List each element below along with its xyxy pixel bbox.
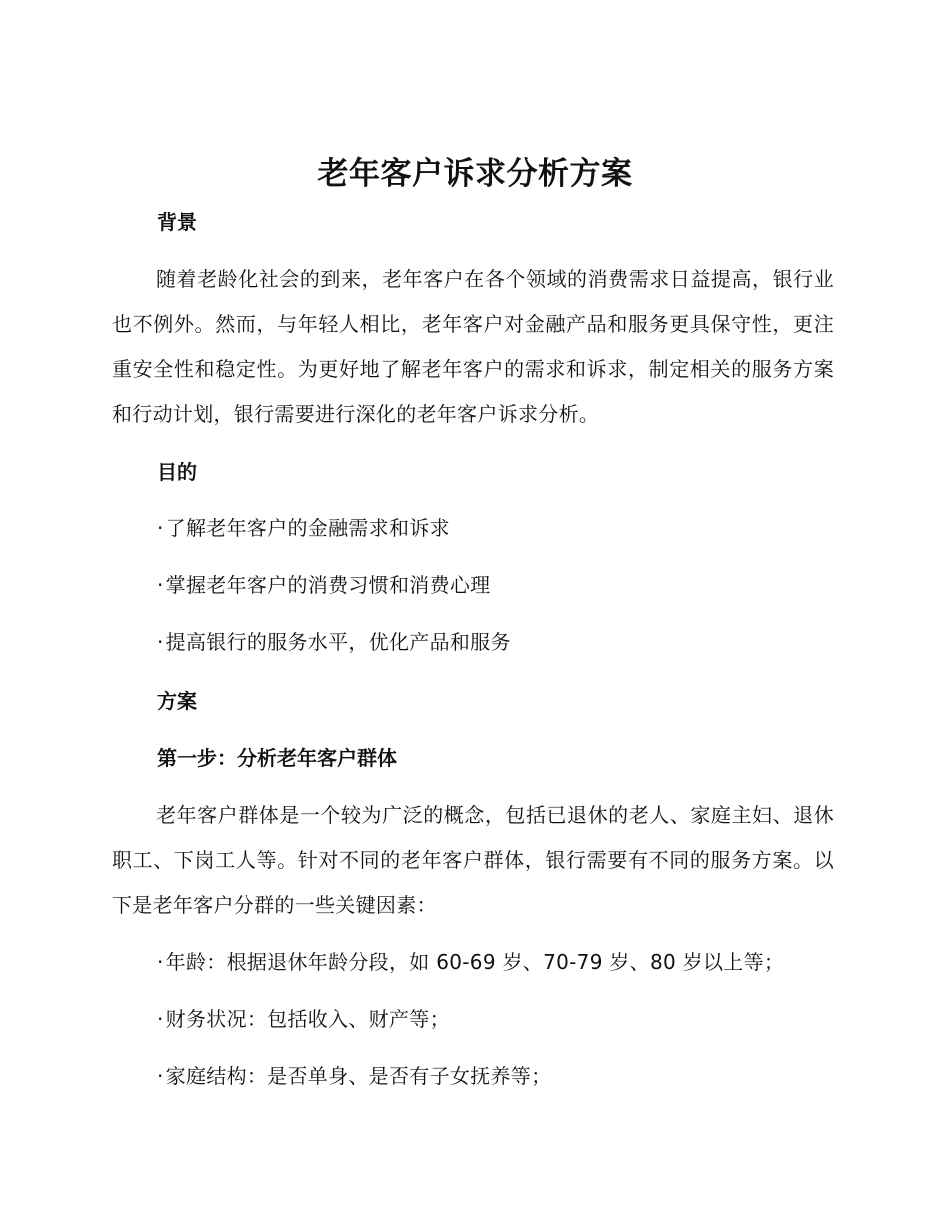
bullet-dot: · — [157, 573, 164, 597]
purpose-item-text: 提高银行的服务水平，优化产品和服务 — [165, 630, 511, 654]
background-paragraph: 随着老龄化社会的到来，老年客户在各个领域的消费需求日益提高，银行业也不例外。然而，与年轻人相比，老年客户对金融产品和服务更具保守性，更注重安全性和稳定性。为更好地了解老年客户的需求和诉求，制定相关的服务方案和行动计划，银行需要进行深化的老年客户诉求分析。 — [112, 267, 834, 426]
section-heading-background: 背景 — [157, 210, 197, 234]
purpose-item-text: 掌握老年客户的消费习惯和消费心理 — [165, 573, 491, 597]
page-title: 老年客户诉求分析方案 — [317, 156, 633, 192]
section-heading-plan: 方案 — [157, 689, 197, 713]
step1-heading: 第一步：分析老年客户群体 — [157, 746, 397, 770]
step1-list-item — [157, 1060, 551, 1092]
purpose-item-text: 了解老年客户的金融需求和诉求 — [165, 516, 450, 540]
step1-list-item — [157, 1003, 450, 1035]
step1-paragraph: 老年客户群体是一个较为广泛的概念，包括已退休的老人、家庭主妇、退休职工、下岗工人等。针对不同的老年客户群体，银行需要有不同的服务方案。以下是老年客户分群的一些关键因素： — [112, 803, 834, 917]
bullet-dot: · — [157, 516, 164, 540]
step1-list-item — [157, 946, 784, 978]
bullet-dot: · — [157, 950, 164, 974]
step1-item-text: 年龄：根据退休年龄分段，如 60-69 岁、70-79 岁、80 岁以上等； — [165, 950, 785, 974]
bullet-dot: · — [157, 1064, 164, 1088]
step1-item-text: 财务状况：包括收入、财产等； — [165, 1007, 450, 1031]
purpose-list-item — [157, 512, 450, 544]
bullet-dot: · — [157, 1007, 164, 1031]
bullet-dot: · — [157, 630, 164, 654]
section-heading-purpose: 目的 — [157, 460, 197, 484]
step1-item-text: 家庭结构：是否单身、是否有子女抚养等； — [165, 1064, 552, 1088]
purpose-list-item — [157, 626, 511, 658]
purpose-list-item — [157, 569, 490, 601]
